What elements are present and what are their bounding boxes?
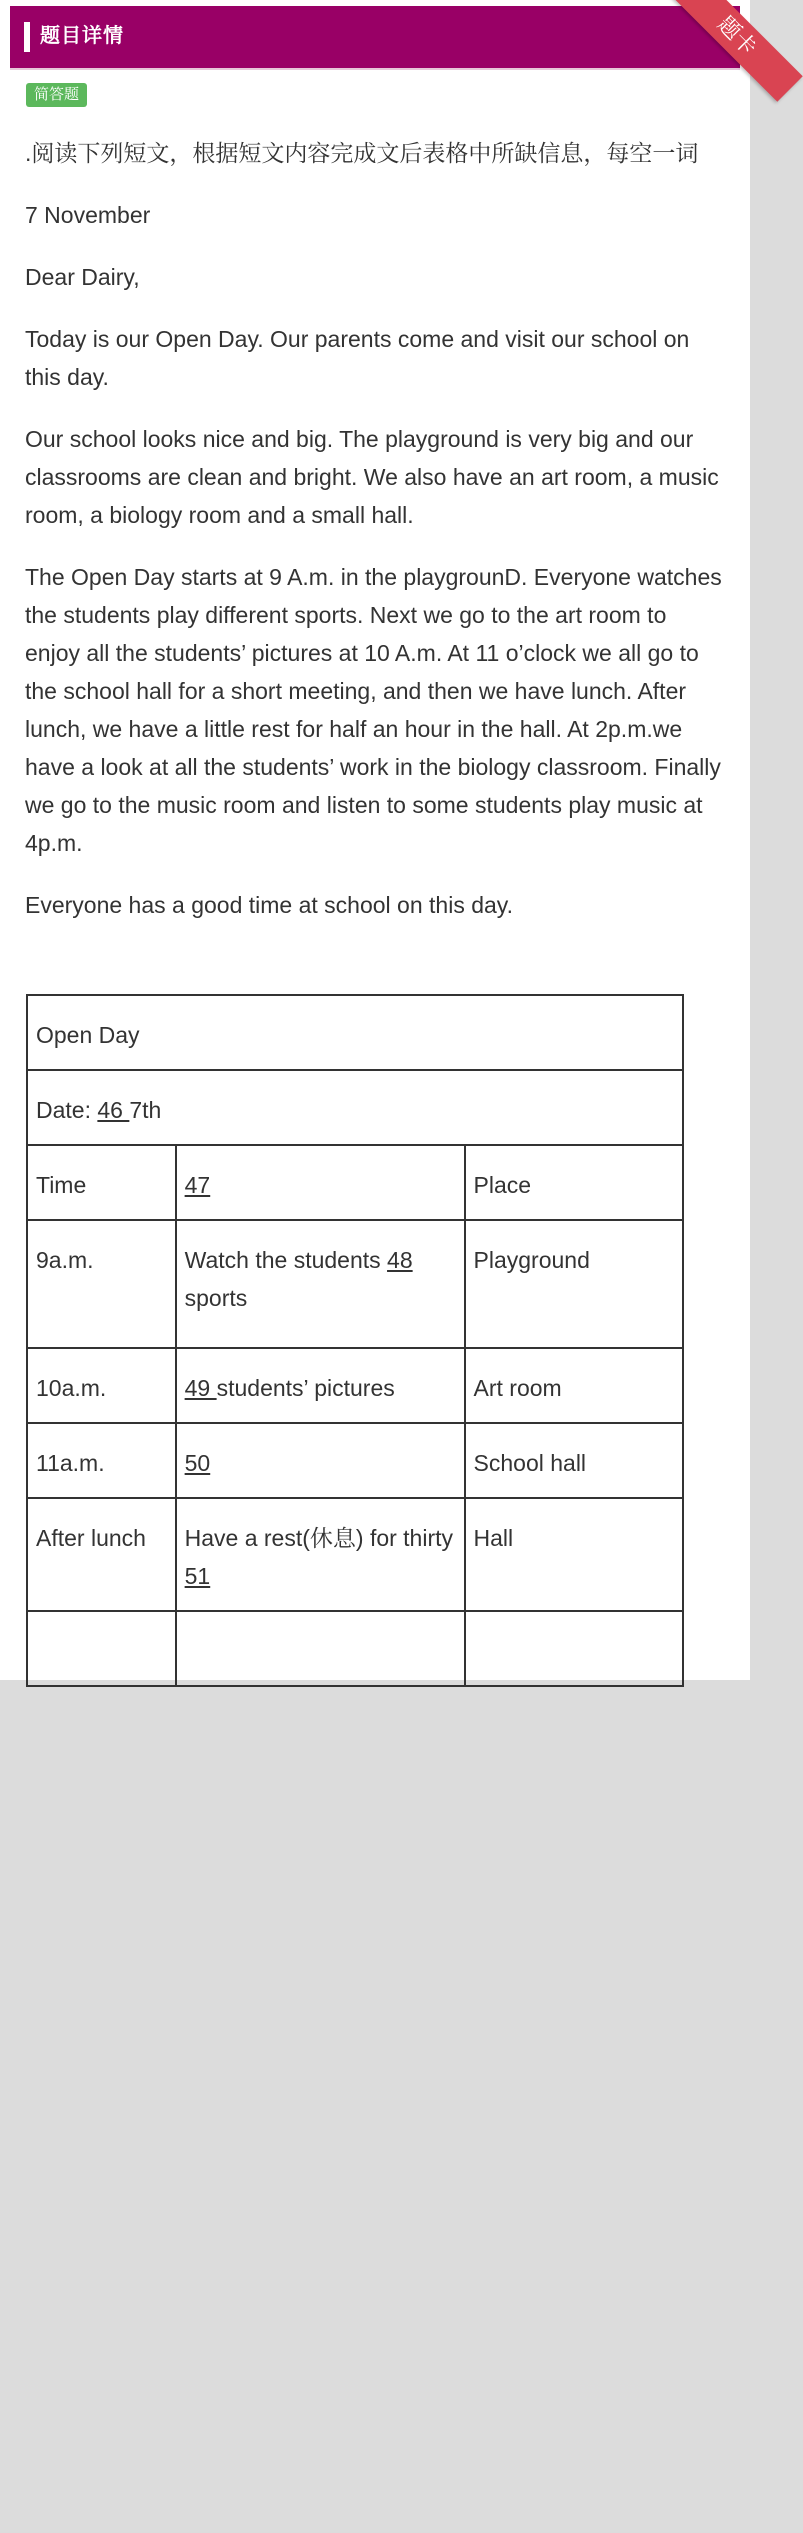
info-table bbox=[26, 994, 684, 1687]
table-title: Open Day bbox=[36, 1022, 140, 1048]
place-value: Hall bbox=[473, 1525, 514, 1551]
passage-paragraph: Everyone has a good time at school on this day. bbox=[25, 892, 513, 918]
question-type-badge: 简答题 bbox=[26, 83, 87, 107]
time-value: 9a.m. bbox=[36, 1247, 94, 1273]
passage-paragraph: Dear Dairy, bbox=[25, 264, 140, 290]
question-content bbox=[25, 134, 725, 948]
activity-cell bbox=[176, 1348, 465, 1423]
place-value: Playground bbox=[473, 1247, 590, 1273]
table-date-cell bbox=[27, 1070, 683, 1145]
place-cell bbox=[465, 1611, 683, 1686]
activity-text: Watch the students bbox=[184, 1247, 388, 1273]
table-row bbox=[27, 1220, 683, 1348]
table-row bbox=[27, 1423, 683, 1498]
time-cell bbox=[27, 1220, 176, 1348]
time-cell bbox=[27, 1498, 176, 1611]
table-header-row bbox=[27, 1145, 683, 1220]
place-value: Art room bbox=[473, 1375, 562, 1401]
place-cell bbox=[465, 1348, 683, 1423]
place-value: School hall bbox=[473, 1450, 587, 1476]
activity-cell bbox=[176, 1498, 465, 1611]
header-time-cell bbox=[27, 1145, 176, 1220]
question-card-ribbon-label[interactable]: 题卡 bbox=[671, 0, 803, 102]
place-cell bbox=[465, 1423, 683, 1498]
table-row bbox=[27, 1498, 683, 1611]
activity-text: Have a rest(休息) for thirty bbox=[184, 1525, 454, 1551]
activity-cell bbox=[176, 1611, 465, 1686]
blank-47: 47 bbox=[184, 1172, 211, 1198]
table-date-row bbox=[27, 1070, 683, 1145]
time-cell bbox=[27, 1611, 176, 1686]
time-value: 10a.m. bbox=[36, 1375, 107, 1401]
header-time: Time bbox=[36, 1172, 87, 1198]
activity-cell bbox=[176, 1423, 465, 1498]
time-value: 11a.m. bbox=[36, 1450, 105, 1476]
table-title-row bbox=[27, 995, 683, 1070]
header-activity-cell bbox=[176, 1145, 465, 1220]
time-cell bbox=[27, 1348, 176, 1423]
passage-paragraph: Today is our Open Day. Our parents come and visit our school on this day. bbox=[25, 326, 690, 390]
header-place: Place bbox=[473, 1172, 532, 1198]
passage-paragraph: Our school looks nice and big. The playground is very big and our classrooms are clean and bright. We also have an art room, a music room, a biology room and a small hall. bbox=[25, 426, 719, 528]
question-card-ribbon[interactable] bbox=[650, 0, 762, 100]
header-accent-bar bbox=[24, 22, 30, 52]
activity-text: students’ pictures bbox=[216, 1375, 395, 1401]
blank-50: 50 bbox=[184, 1450, 211, 1476]
date-suffix: 7th bbox=[129, 1097, 162, 1123]
blank-48: 48 bbox=[387, 1247, 413, 1273]
table-title-cell bbox=[27, 995, 683, 1070]
place-cell bbox=[465, 1220, 683, 1348]
question-prompt: .阅读下列短文，根据短文内容完成文后表格中所缺信息，每空一词 bbox=[25, 140, 699, 166]
blank-49: 49 bbox=[184, 1375, 217, 1401]
time-value: After lunch bbox=[36, 1525, 146, 1551]
passage-paragraph: 7 November bbox=[25, 202, 151, 228]
table-row-cut bbox=[27, 1611, 683, 1686]
activity-text: sports bbox=[184, 1285, 248, 1311]
blank-46: 46 bbox=[97, 1097, 130, 1123]
blank-51: 51 bbox=[184, 1563, 211, 1589]
header-place-cell bbox=[465, 1145, 683, 1220]
table-row bbox=[27, 1348, 683, 1423]
page-title: 题目详情 bbox=[40, 25, 124, 47]
place-cell bbox=[465, 1498, 683, 1611]
passage-paragraph: The Open Day starts at 9 A.m. in the playgrounD. Everyone watches the students play different sports. Next we go to the art room to enjoy all the students’ pictures at 10 A.m. At 11 o’clock we all go to the school hall for a short meeting, and then we have lunch. After lunch, we have a little rest for half an hour in the hall. At 2p.m.we have a look at all the students’ work in the biology classroom. Finally we go to the music room and listen to some students play music at 4p.m. bbox=[25, 564, 722, 856]
header-bar bbox=[10, 6, 740, 70]
time-cell bbox=[27, 1423, 176, 1498]
activity-cell bbox=[176, 1220, 465, 1348]
date-prefix: Date: bbox=[36, 1097, 98, 1123]
